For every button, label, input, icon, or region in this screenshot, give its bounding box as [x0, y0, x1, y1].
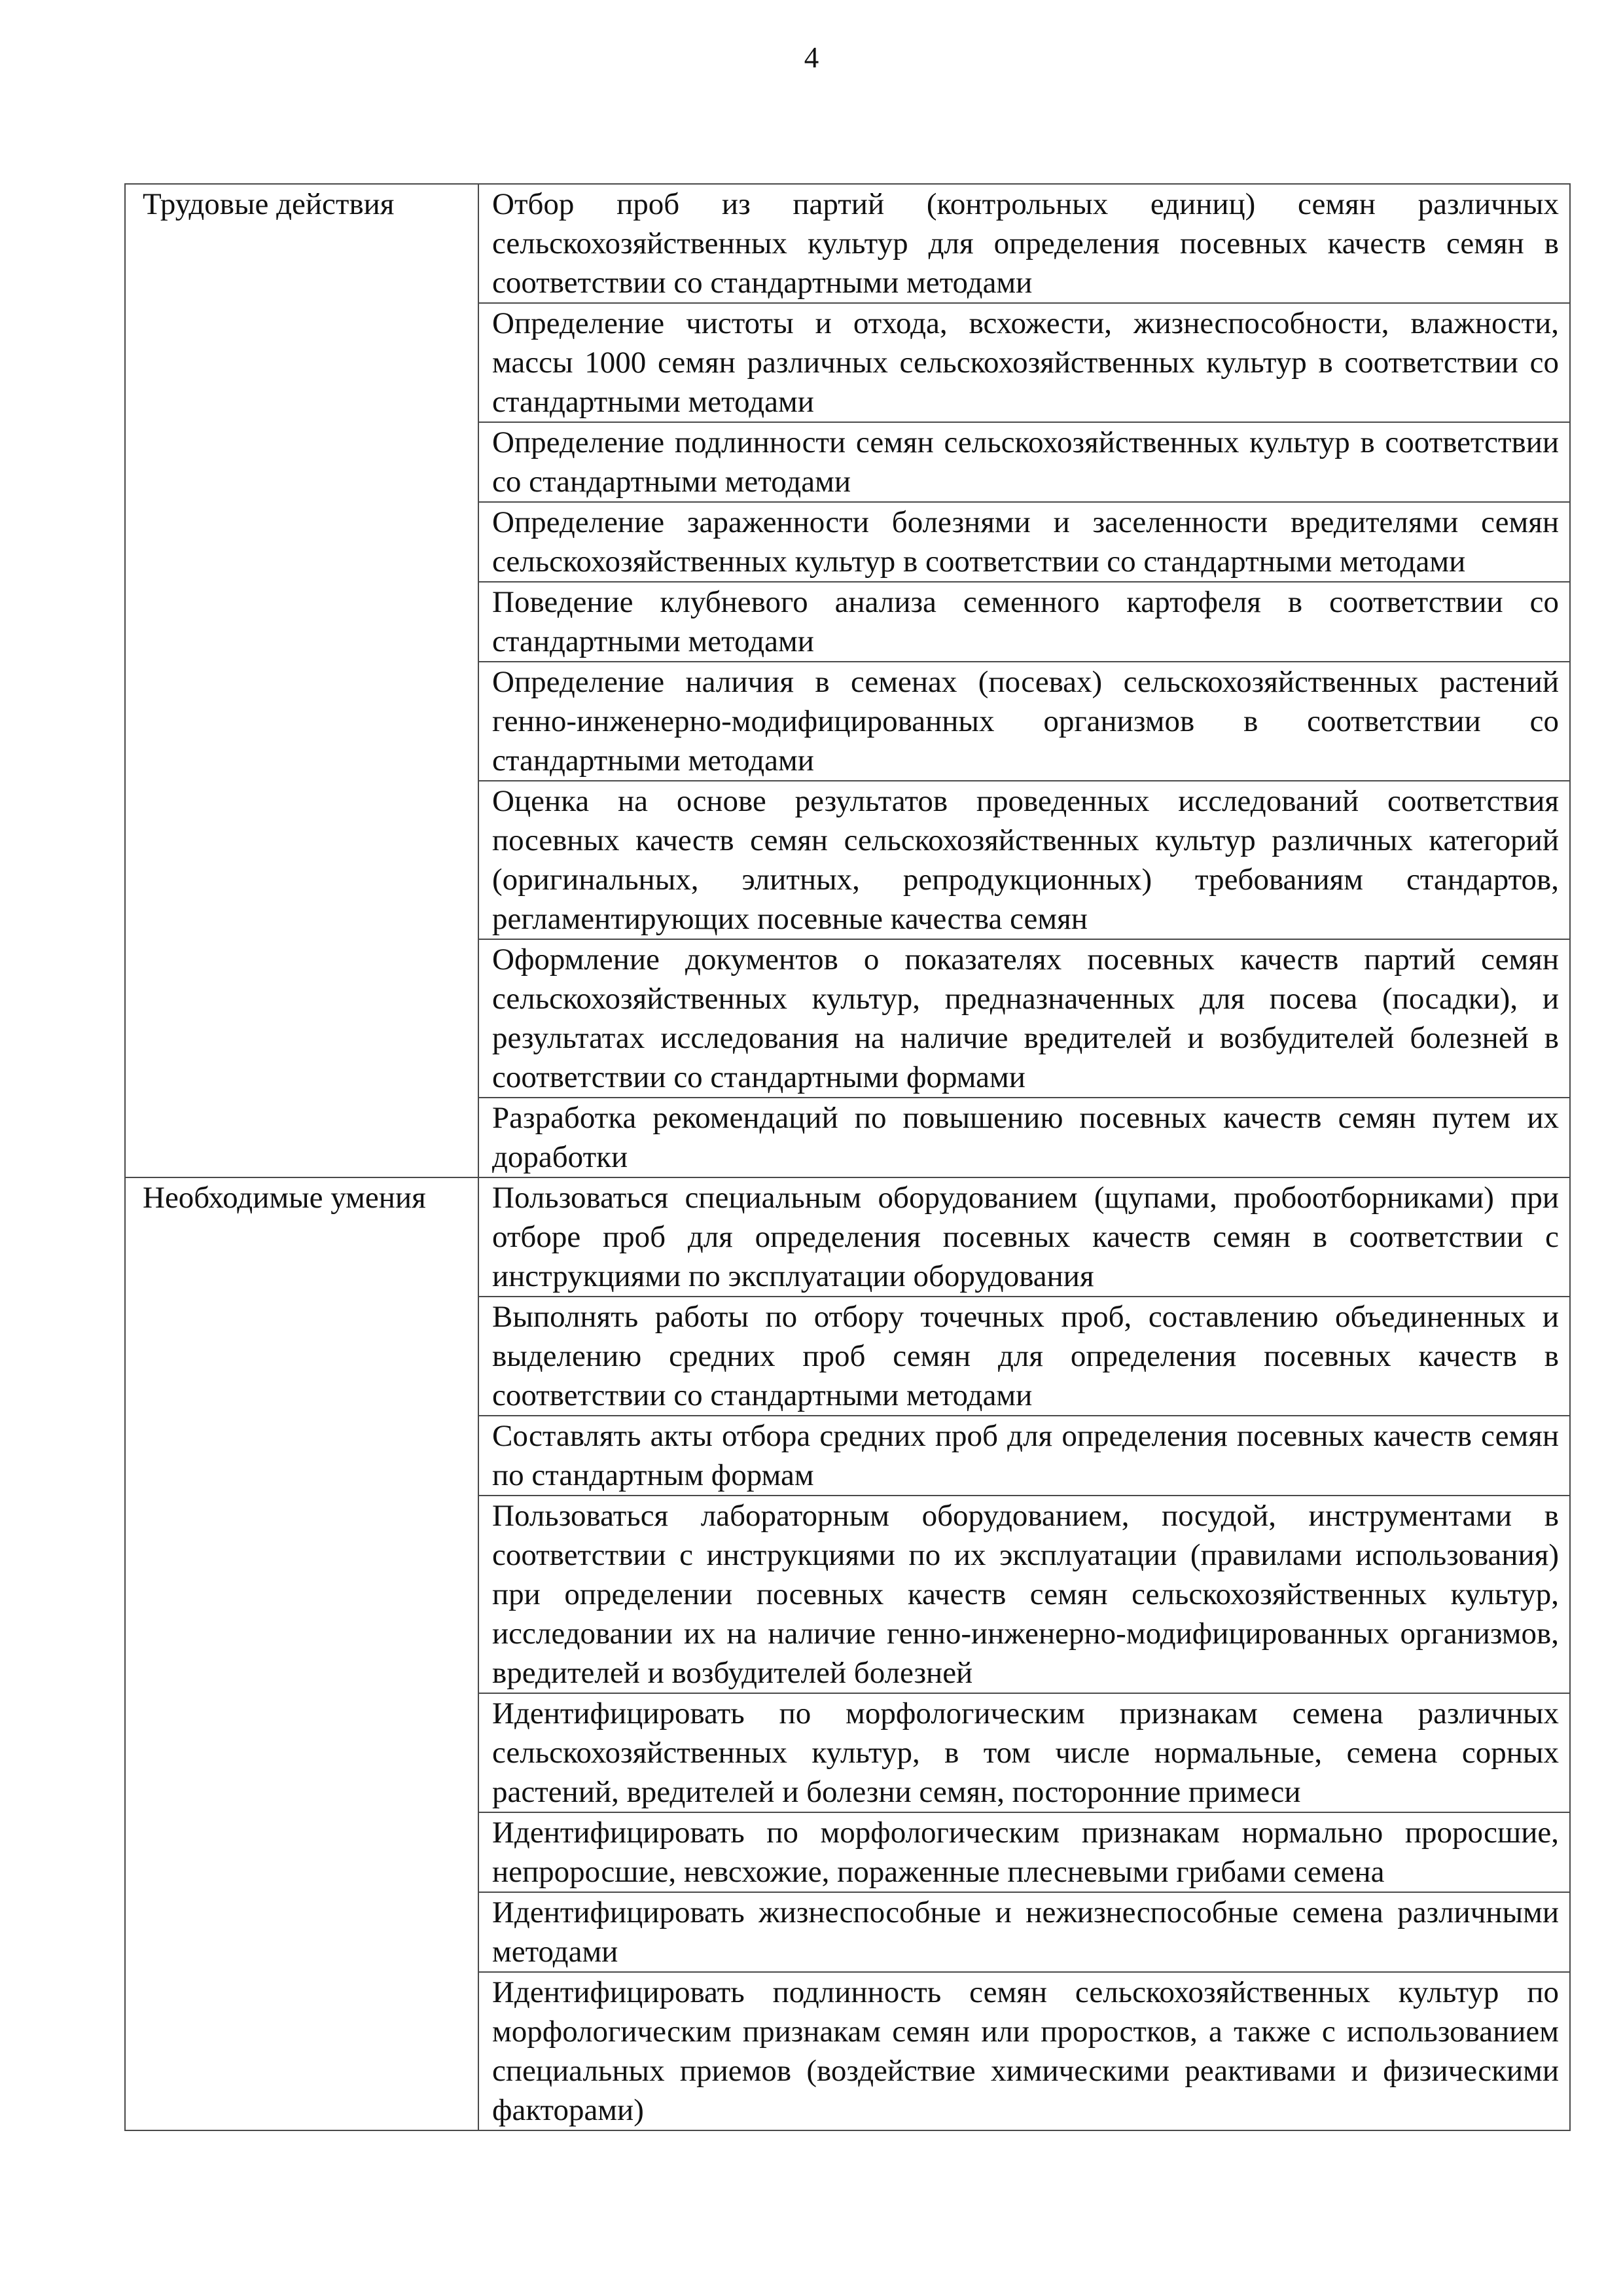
table-cell: Составлять акты отбора средних проб для определения посевных качеств семян по стандартным формам	[478, 1416, 1570, 1496]
table-cell: Идентифицировать по морфологическим признакам семена различных сельскохозяйственных культур, в том числе нормальные, семена сорных растений, вредителей и болезни семян, посторонние примеси	[478, 1693, 1570, 1812]
competency-table	[124, 183, 1571, 2131]
table-cell: Выполнять работы по отбору точечных проб, составлению объединенных и выделению средних проб семян для определения посевных качеств в соответствии со стандартными методами	[478, 1297, 1570, 1416]
table-cell: Идентифицировать подлинность семян сельскохозяйственных культур по морфологическим признакам семян или проростков, а также с использованием специальных приемов (воздействие химическими реактивами и физическими факторами)	[478, 1972, 1570, 2130]
table-cell: Оценка на основе результатов проведенных исследований соответствия посевных качеств семян сельскохозяйственных культур различных категорий (оригинальных, элитных, репродукционных) требованиям стандартов, регламентирующих посевные качества семян	[478, 781, 1570, 939]
table-row	[125, 1177, 1570, 1297]
table-cell: Поведение клубневого анализа семенного картофеля в соответствии со стандартными методами	[478, 582, 1570, 662]
table-cell: Идентифицировать жизнеспособные и нежизнеспособные семена различными методами	[478, 1892, 1570, 1972]
table-cell: Определение чистоты и отхода, всхожести, жизнеспособности, влажности, массы 1000 семян различных сельскохозяйственных культур в соответствии со стандартными методами	[478, 303, 1570, 422]
table-cell: Идентифицировать по морфологическим признакам нормально проросшие, непроросшие, невсхожие, пораженные плесневыми грибами семена	[478, 1812, 1570, 1892]
competency-table-body	[125, 184, 1570, 2130]
table-cell: Отбор проб из партий (контрольных единиц) семян различных сельскохозяйственных культур для определения посевных качеств семян в соответствии со стандартными методами	[478, 184, 1570, 303]
table-cell: Определение наличия в семенах (посевах) сельскохозяйственных растений генно-инженерно-модифицированных организмов в соответствии со стандартными методами	[478, 662, 1570, 781]
table-cell: Пользоваться лабораторным оборудованием, посудой, инструментами в соответствии с инструкциями по их эксплуатации (правилами использования) при определении посевных качеств семян сельскохозяйственных культур, исследовании их на наличие генно-инженерно-модифицированных организмов, вредителей и возбудителей болезней	[478, 1496, 1570, 1693]
table-cell: Определение подлинности семян сельскохозяйственных культур в соответствии со стандартными методами	[478, 422, 1570, 502]
table-cell: Пользоваться специальным оборудованием (щупами, пробоотборниками) при отборе проб для определения посевных качеств семян в соответствии с инструкциями по эксплуатации оборудования	[478, 1177, 1570, 1297]
page-number: 4	[804, 41, 819, 74]
table-cell: Разработка рекомендаций по повышению посевных качеств семян путем их доработки	[478, 1098, 1570, 1177]
section-label-required-skills: Необходимые умения	[125, 1177, 478, 2130]
table-cell: Определение зараженности болезнями и заселенности вредителями семян сельскохозяйственных культур в соответствии со стандартными методами	[478, 502, 1570, 582]
table-cell: Оформление документов о показателях посевных качеств партий семян сельскохозяйственных культур, предназначенных для посева (посадки), и результатах исследования на наличие вредителей и возбудителей болезней в соответствии со стандартными формами	[478, 939, 1570, 1098]
section-label-labor-actions: Трудовые действия	[125, 184, 478, 1177]
table-row	[125, 184, 1570, 303]
